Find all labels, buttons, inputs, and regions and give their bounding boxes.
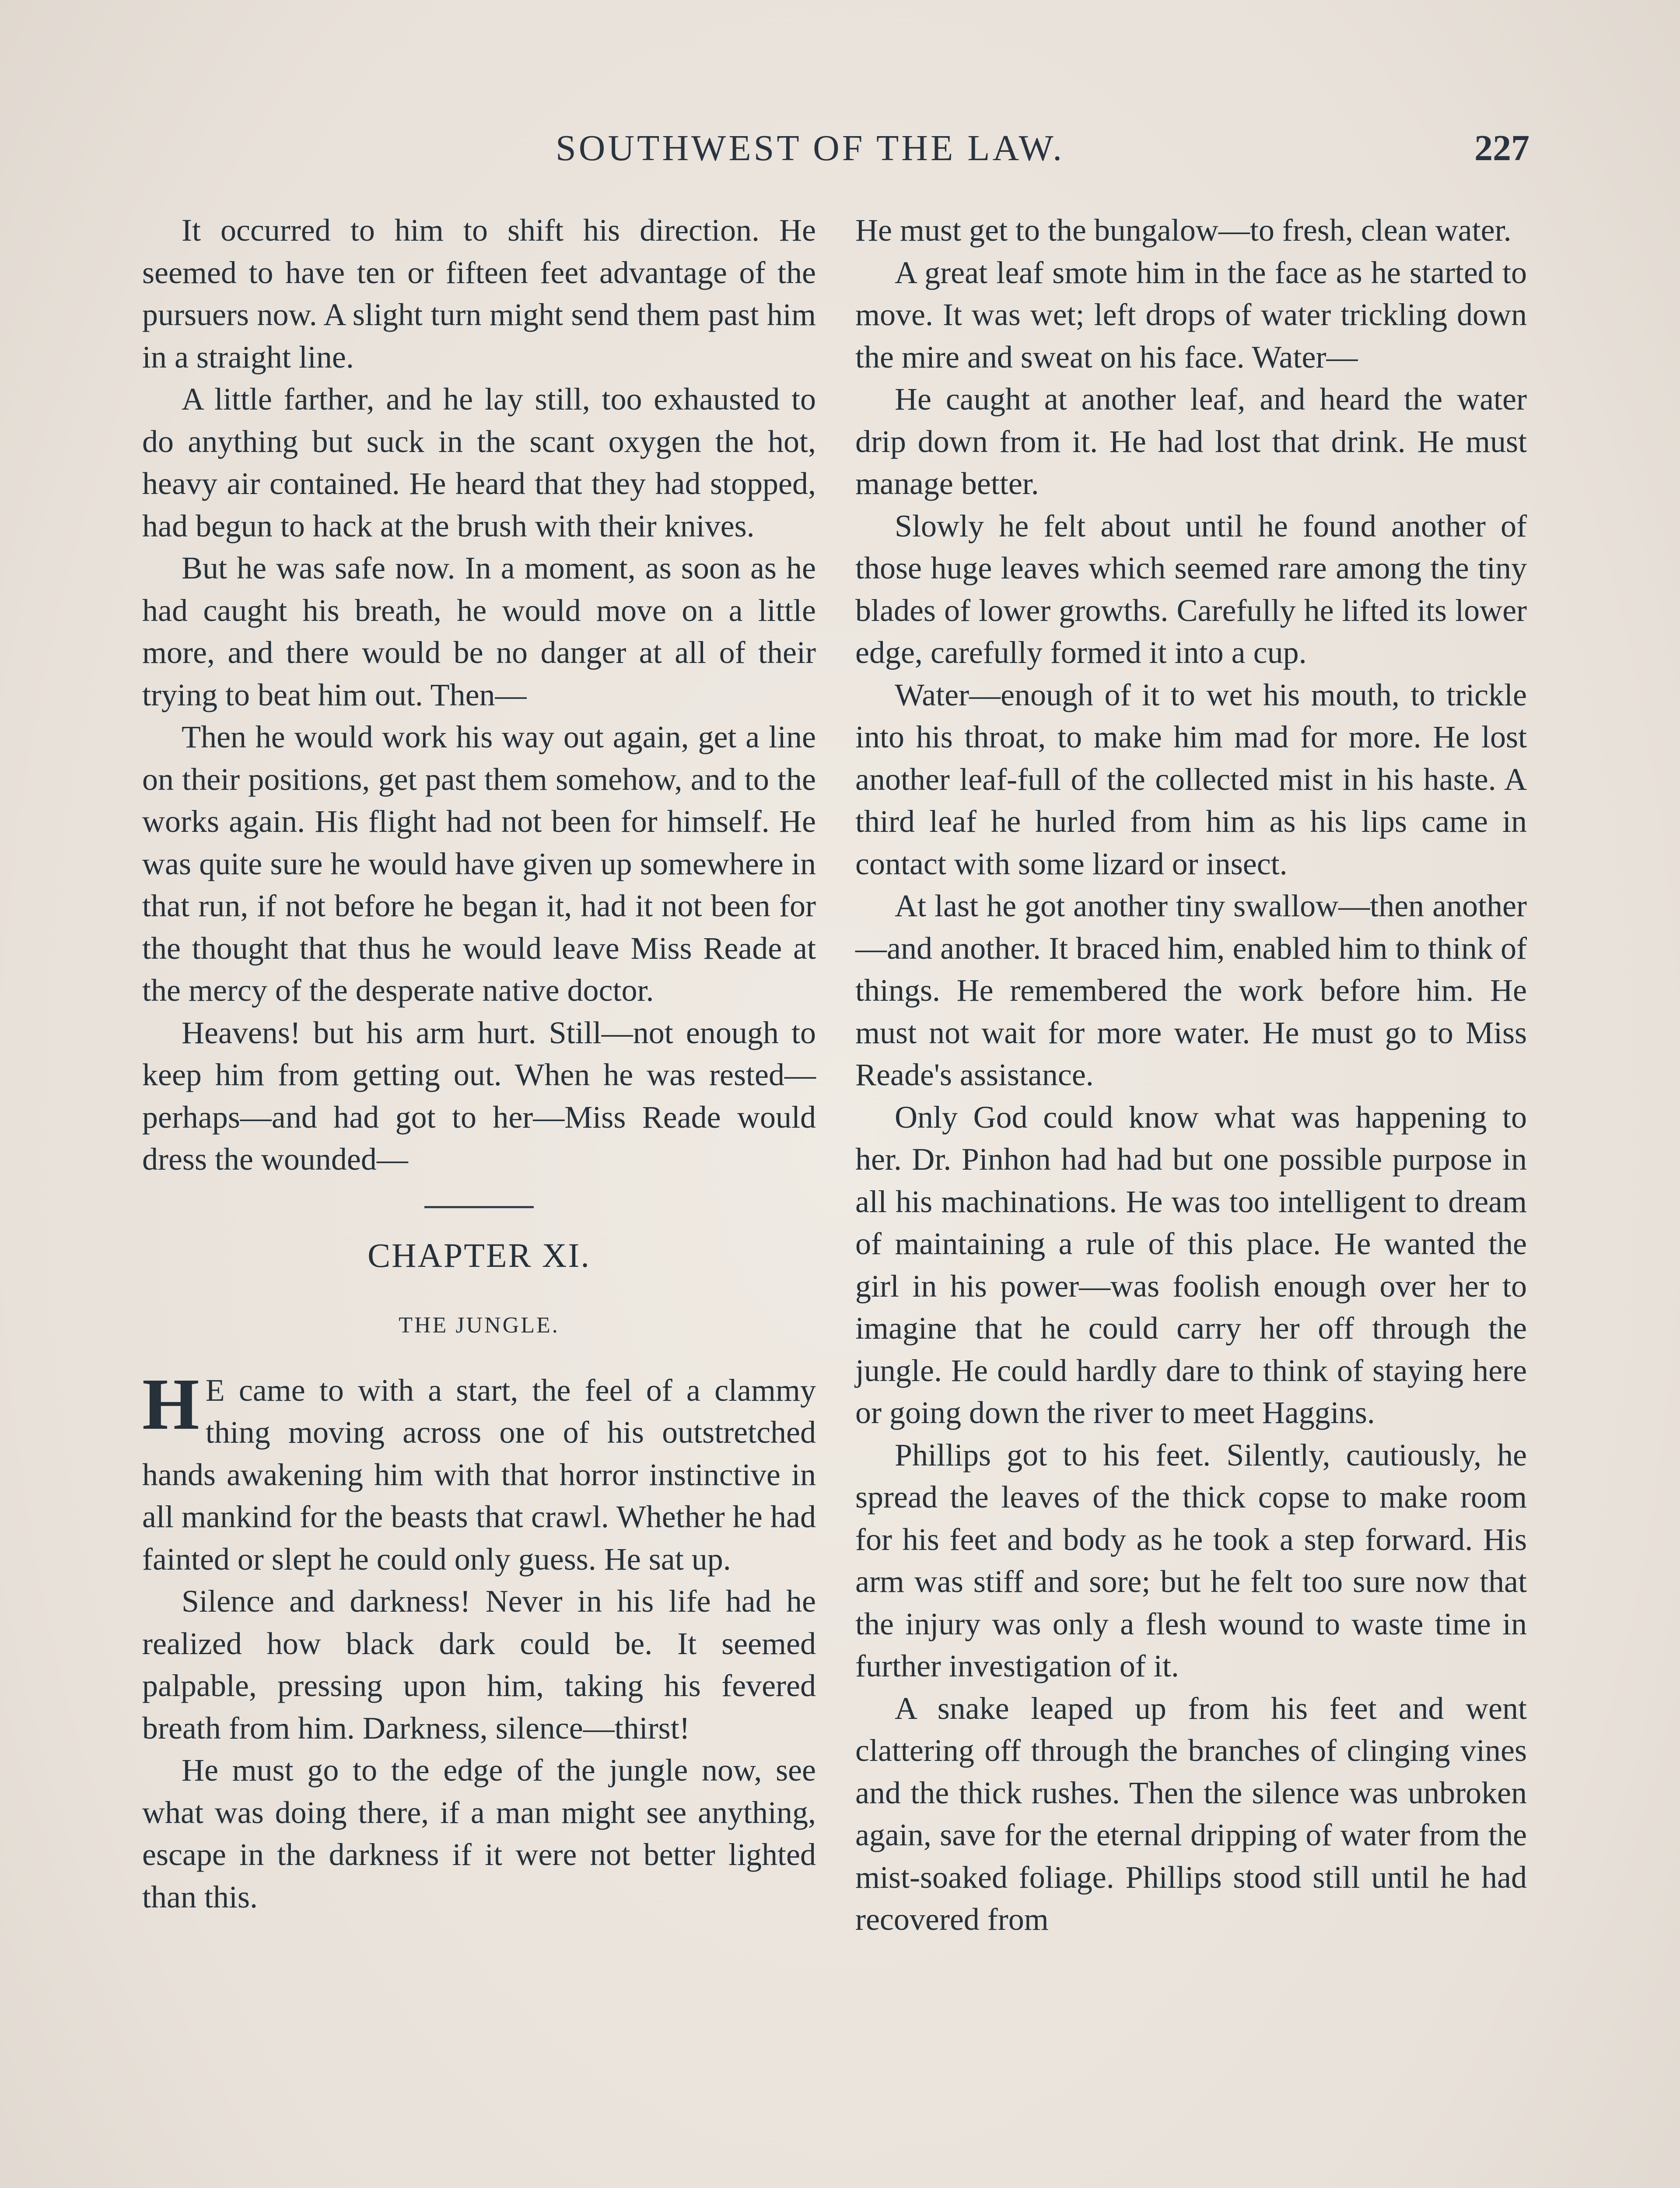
left-column	[142, 209, 816, 1918]
page-number: 227	[1474, 128, 1530, 168]
paragraph: Heavens! but his arm hurt. Still—not enough to keep him from getting out. When he was rested—perhaps—and had got to her—Miss Reade would dress the wounded—	[142, 1015, 816, 1177]
chapter-title: CHAPTER XI.	[368, 1236, 591, 1274]
right-column	[855, 209, 1527, 1941]
paragraph: Only God could know what was happening to her. Dr. Pinhon had had but one possible purpose in all his machinations. He was too intelligent to dream of maintaining a rule of this place. He wanted the girl in his power—was foolish enough over her to imagine that he could carry her off through the jungle. He could hardly dare to think of staying here or going down the river to meet Haggins.	[855, 1099, 1527, 1430]
paragraph: It occurred to him to shift his direction. He seemed to have ten or fifteen feet advantage of the pursuers now. A slight turn might send them past him in a straight line.	[142, 213, 816, 375]
paragraph: Slowly he felt about until he found another of those huge leaves which seemed rare among the tiny blades of lower growths. Carefully he lifted its lower edge, carefully formed it into a cup.	[855, 508, 1527, 670]
paragraph: Then he would work his way out again, get a line on their positions, get past them somehow, and to the works again. His flight had not been for himself. He was quite sure he would have given up somewhere in that run, if not before he began it, had it not been for the thought that thus he would leave Miss Reade at the mercy of the desperate native doctor.	[142, 719, 816, 1008]
paragraph: A snake leaped up from his feet and went clattering off through the branches of clinging vines and the thick rushes. Then the silence was unbroken again, save for the eternal dripping of water from the mist-soaked foliage. Phillips stood still until he had recovered from	[855, 1690, 1527, 1937]
paragraph: A great leaf smote him in the face as he started to move. It was wet; left drops of water trickling down the mire and sweat on his face. Water—	[855, 255, 1527, 375]
continued-paragraph: He must get to the bungalow—to fresh, clean water.	[855, 213, 1512, 248]
paragraph: Water—enough of it to wet his mouth, to trickle into his throat, to make him mad for more. He lost another leaf-full of the collected mist in his haste. A third leaf he hurled from him as his lips came in contact with some lizard or insect.	[855, 677, 1527, 881]
paragraph: Silence and darkness! Never in his life had he realized how black dark could be. It seemed palpable, pressing upon him, taking his fevered breath from him. Darkness, silence—thirst!	[142, 1584, 816, 1746]
drop-cap: H	[142, 1363, 200, 1445]
paragraph: A little farther, and he lay still, too exhausted to do anything but suck in the scant oxygen the hot, heavy air contained. He heard that they had stopped, had begun to hack at the brush with their knives.	[142, 382, 816, 543]
paragraph: But he was safe now. In a moment, as soon as he had caught his breath, he would move on a little more, and there would be no danger at all of their trying to beat him out. Then—	[142, 551, 816, 712]
chapter-subtitle: THE JUNGLE.	[399, 1312, 560, 1338]
section-divider	[424, 1206, 534, 1208]
paragraph: He caught at another leaf, and heard the water drip down from it. He had lost that drink. He must manage better.	[855, 382, 1527, 501]
paragraph: At last he got another tiny swallow—then another—and another. It braced him, enabled him to think of things. He remembered the work before him. He must not wait for more water. He must go to Miss Reade's assistance.	[855, 888, 1527, 1092]
paragraph: Phillips got to his feet. Silently, cautiously, he spread the leaves of the thick copse to make room for his feet and body as he took a step forward. His arm was stiff and sore; but he felt too sure now that the injury was only a flesh wound to waste time in further investigation of it.	[855, 1437, 1527, 1683]
running-title: SOUTHWEST OF THE LAW.	[556, 128, 1065, 168]
chapter-opening-paragraph	[142, 1363, 816, 1581]
paragraph: He must go to the edge of the jungle now, see what was doing there, if a man might see anything, escape in the darkness if it were not better lighted than this.	[142, 1753, 816, 1914]
paragraph-text: E came to with a start, the feel of a clammy thing moving across one of his outstretched hands awakening him with that horror instinctive in all mankind for the beasts that crawl. Whether he had fainted or slept he could only guess. He sat up.	[142, 1372, 816, 1577]
